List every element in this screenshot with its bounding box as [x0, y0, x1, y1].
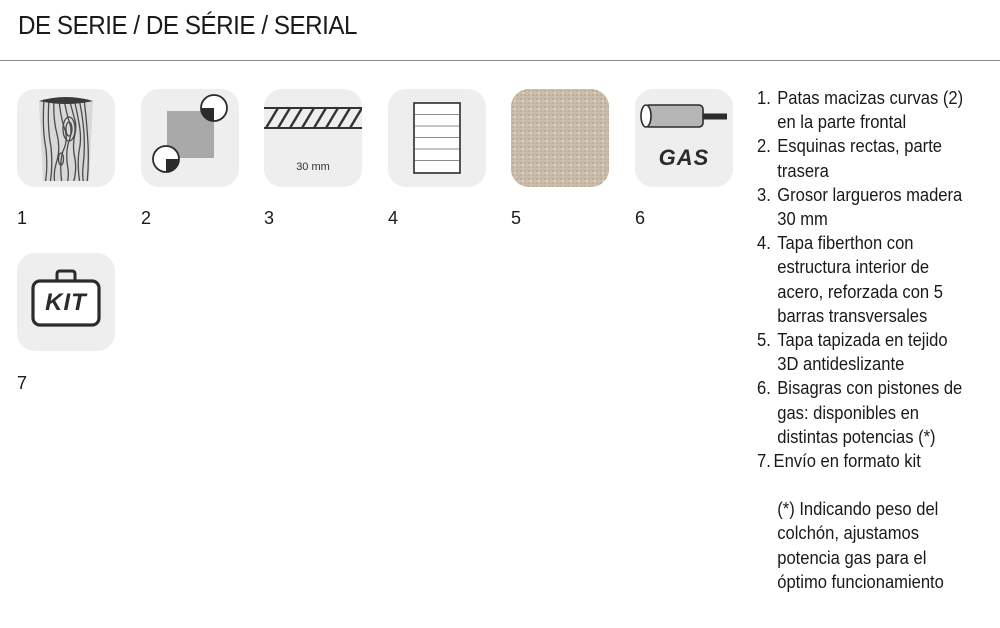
- page-title: DE SERIE / DE SÉRIE / SERIAL: [18, 10, 358, 40]
- wood-grain-leg-icon: [17, 89, 115, 187]
- icon-number-1: 1: [17, 208, 28, 228]
- features-legend: [757, 86, 997, 594]
- legend-item-number: 4.: [757, 233, 771, 254]
- legend-item-number: 2.: [757, 136, 771, 157]
- icon-number-7: 7: [17, 373, 28, 393]
- legend-item-3: [757, 183, 978, 231]
- legend-item-6: [757, 376, 978, 449]
- legend-item-7: [757, 449, 978, 473]
- tile-fabric: [511, 89, 609, 187]
- legend-item-number: 6.: [757, 378, 771, 399]
- legend-item-text: Bisagras con pistones de gas: disponibles en distintas potencias (*): [777, 378, 963, 447]
- legend-item-text: Grosor largueros madera 30 mm: [777, 184, 963, 230]
- legend-item-text: Patas macizas curvas (2) en la parte frontal: [777, 88, 964, 133]
- icon-number-4: 4: [388, 208, 399, 228]
- legend-item-4: [757, 231, 978, 328]
- gas-caption: GAS: [658, 145, 710, 170]
- legend-item-number: 1.: [757, 88, 771, 108]
- kit-caption: KIT: [45, 289, 87, 316]
- legend-item-text: Tapa tapizada en tejido 3D antideslizante: [777, 330, 948, 375]
- tile-kit: [17, 253, 115, 351]
- tile-thickness: [264, 89, 362, 187]
- legend-item-text: Esquinas rectas, parte trasera: [777, 136, 943, 181]
- tile-corners: [141, 89, 239, 187]
- rounded-corners-icon: [141, 89, 239, 187]
- legend-item-number: 3.: [757, 184, 771, 205]
- thickness-caption: 30 mm: [296, 161, 330, 173]
- legend-item-text: Envío en formato kit: [773, 451, 921, 472]
- tile-wood-leg: [17, 89, 115, 187]
- icon-number-6: 6: [635, 208, 646, 228]
- gas-piston-icon: [635, 89, 733, 187]
- legend-item-5: [757, 328, 978, 376]
- legend-item-1: [757, 86, 978, 134]
- reinforced-lid-icon: [388, 89, 486, 187]
- legend-item-text: Tapa fiberthon con estructura interior de acero, reforzada con 5 barras transversales: [777, 233, 943, 326]
- 3d-fabric-icon: [511, 89, 609, 187]
- tile-gas: [635, 89, 733, 187]
- tile-lid: [388, 89, 486, 187]
- header-divider: [0, 60, 1000, 61]
- legend-item-number: 5.: [757, 330, 771, 351]
- gas-footnote: (*) Indicando peso del colchón, ajustamos potencia gas para el óptimo funcionamiento: [777, 499, 944, 592]
- icon-number-2: 2: [141, 208, 152, 228]
- legend-item-number: 7.: [757, 451, 771, 472]
- icon-number-5: 5: [511, 208, 522, 228]
- icon-number-3: 3: [264, 208, 275, 228]
- legend-item-2: [757, 134, 978, 182]
